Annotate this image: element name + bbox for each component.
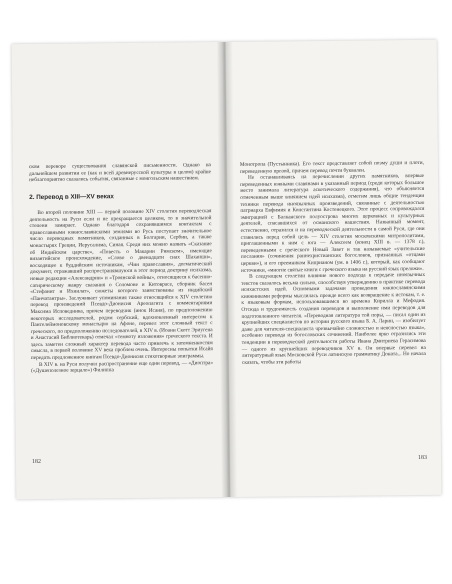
right-paragraph: Монотропа (Пустынника). Его текст представляет собой поэму души и плоти, переведенную прозой, причем перевод почти буквален.: [239, 159, 424, 175]
left-body-text: [29, 208, 213, 375]
left-intro-text: ском переворе существования славянской письменности. Однако на дальнейшем развитии ее (как и всей древнерусской культуры в целом) крайне неблагоприятно сказались события, связанные с монгольским нашествием.: [28, 162, 212, 184]
left-paragraph: В XIV в. на Руси получил распространение еще один перевод, — «Диоптра» («Душеполезное зерцало») Филиппа: [31, 359, 214, 375]
right-body-text: [240, 160, 426, 366]
section-heading: 2. Перевод в XIII—XV веках: [29, 193, 114, 202]
page-number-right: 183: [417, 454, 428, 462]
open-book: [12, 40, 442, 499]
right-paragraph: В следующем столетии влияние нового подхода к передаче иноязычных текстов сказалось весьма сильно, способствуя утверждению в практике перевода исихастских идей. Основными задачами проведения южнославянскими книжниками реформы мыслилась прежде всего как возвращение к истокам, т. е. к языковым формам, использовавшимся во времена Кирилла и Мефодия. Отсюда и трудоемкость создания переводов и выполнение ими переводов для подготовленного читателя. «Переводная литература той поры, — писал один из крупнейших специалистов по истории русского языка Б. А. Ларин, — изобилует даже для читателя-специалиста чрезвычайно сложностью и неясностью языка», особенно перевода из богословских сочинений. Наиболее ярко отразились эти тенденции в переводческой деятельности работы Ивана Дмитриева Герасимова — одного из крупнейших переводчиков XV в. Он впервые перевел на литературный язык Московской Руси латинскую грамматику Доната... Но начала сказать, чтобы эти работы: [241, 272, 426, 366]
right-paragraph: Не останавливаясь на перечислении других памятников, впервые переведенных южными славянами в указанный период (среди которых большое место занимала литература аскетического содержания), что объясняется отмеченным выше влиянием идей исихазма), отметим лишь общие тенденции техники перевода иноязычных произведений, связанные с деятельностью патриарха Евфимия и Константина Костенецкого. Этот процесс сопровождался эмиграцией с Балканского полуострова многих церковных и культурных деятелей, спасавшихся от османского нашествия. Названный момент, естественно, отразился и на переводческой деятельности в самой Руси, где они ставились перед собой цель — XIV столетия московскими митрополитами, приглашенными к ним с юга — Алексеем (конец XIII в. — 1378 г.), переведенными с греческого Новый Завет и так называемые «учительские послания» (сочинения раннехристианских богословов, признанных «отцами церкви»), и его преемником Киприаном (ум. в 1406 г.), который, как сообщают источники, «многие святые книги с греческого языка на русский язык преложи».: [240, 173, 425, 274]
right-page: [226, 40, 442, 497]
left-paragraph: Во второй половине XIII — первой половине XIV столетия переводческая деятельность на Руси если и не прекращается целиком, то в значительной степени замирает. Однако благодаря сохранявшимся контактам с православными южнославянскими землями во Русь поступает значительное число переводных памятников, созданных в Болгарии, Сербии, а также монастырях Греции, Иерусалима, Синая. Среди них можно назвать «Сказание об Индийском царстве», «Повесть о Макарии Римском», имеющие византийское происхождение, «Слово о двенадцати снах Шахаиши», восходящее к буддийским источникам, «Чин православия», догматический документ, отражавший распространявшуюся в этот период доктрину исихазма, новые редакции «Александрии» и «Троянской войны», относящиеся к басенно-сатирическому жанру сказания о Соломоне и Китоврасе, сборник басен «Стефанит и Ихнилат», сюжеты которого заимствованы из индийской «Панчатантры». Заслуживает упоминания также относящийся к XIV столетию перевод произведений Псевдо-Дионисия Ареопагита с комментариями Максима Исповедника, причем переводчик (инок Исаия), по предположению некоторых исследователей, родом сербский, вдохновленный интересом к Пантелеймоновскому монастырю на Афоне, перевел этот сложный текст с греческого, по предположению исследователей, в XIV в. (Иоанн Скотт Эриугена и Анастасий Библиотекарь) отмечал «темноту изложения» греческого текста. И здесь заметен сложный характер перевода часто привлечь к затемненностям смысла, в первой половине XV века проблем очень. Интересны попытки Исайя передать предложенное книгам Псевдо-Дионисия стихотворные эпиграммы.: [29, 208, 213, 362]
page-number-left: 182: [31, 458, 42, 466]
left-page: [12, 42, 228, 499]
